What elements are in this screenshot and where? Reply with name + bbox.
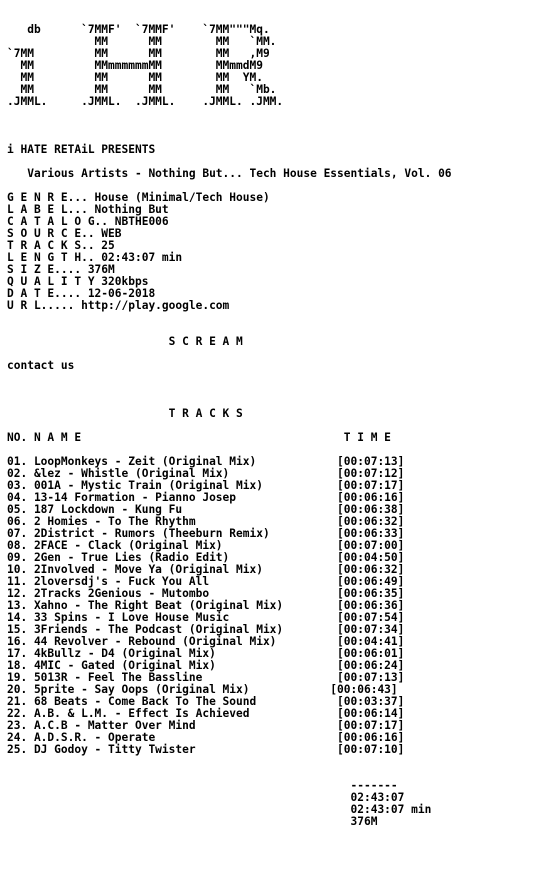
summary-total-length: 02:43:07 min [7, 803, 432, 816]
info-row: S O U R C E.. WEB [7, 227, 122, 240]
blank-line [7, 348, 544, 360]
summary-total-size: 376M [7, 815, 378, 828]
track-row: 10. 2Involved - Move Ya (Original Mix) [00:06:32] [7, 563, 405, 576]
track-row: 09. 2Gen - True Lies (Radio Edit) [00:04:50] [7, 551, 405, 564]
blank-line [7, 372, 544, 384]
info-row: D A T E.... 12-06-2018 [7, 287, 156, 300]
summary-total-time: 02:43:07 [7, 791, 405, 804]
track-row: 13. Xahno - The Right Beat (Original Mix) [00:06:36] [7, 599, 405, 612]
scream-heading: S C R E A M [7, 335, 243, 348]
track-row: 19. 5013R - Feel The Bassline [00:07:13] [7, 671, 405, 684]
blank-line [7, 384, 544, 396]
track-row: 24. A.D.S.R. - Operate [00:06:16] [7, 731, 405, 744]
contact-link[interactable]: contact us [7, 359, 75, 372]
track-row: 01. LoopMonkeys - Zeit (Original Mix) [00:07:13] [7, 455, 405, 468]
track-row: 05. 187 Lockdown - Kung Fu [00:06:38] [7, 503, 405, 516]
info-row: G E N R E... House (Minimal/Tech House) [7, 191, 270, 204]
info-row: L E N G T H.. 02:43:07 min [7, 251, 183, 264]
presenter-line: i HATE RETAiL PRESENTS [7, 143, 156, 156]
blank-line [7, 108, 544, 120]
summary-separator: ------- [7, 779, 398, 792]
column-header: NO. N A M E T I M E [7, 431, 391, 444]
track-row: 08. 2FACE - Clack (Original Mix) [00:07:00] [7, 539, 405, 552]
track-row: 11. 2loversdj's - Fuck You All [00:06:49] [7, 575, 405, 588]
track-row: 23. A.C.B - Matter Over Mind [00:07:17] [7, 719, 405, 732]
track-row: 06. 2 Homies - To The Rhythm [00:06:32] [7, 515, 405, 528]
track-row: 07. 2District - Rumors (Theeburn Remix) [00:06:33] [7, 527, 405, 540]
track-row: 25. DJ Godoy - Titty Twister [00:07:10] [7, 743, 405, 756]
track-row: 12. 2Tracks 2Genious - Mutombo [00:06:35] [7, 587, 405, 600]
track-row: 15. 3Friends - The Podcast (Original Mix) [00:07:34] [7, 623, 405, 636]
info-row: S I Z E.... 376M [7, 263, 115, 276]
info-row: C A T A L O G.. NBTHE006 [7, 215, 169, 228]
info-row: L A B E L... Nothing But [7, 203, 169, 216]
track-row: 03. 001A - Mystic Train (Original Mix) [00:07:17] [7, 479, 405, 492]
track-row: 17. 4kBullz - D4 (Original Mix) [00:06:01] [7, 647, 405, 660]
track-row: 18. 4MIC - Gated (Original Mix) [00:06:24] [7, 659, 405, 672]
blank-line [7, 312, 544, 324]
album-title: Various Artists - Nothing But... Tech House Essentials, Vol. 06 [7, 167, 452, 180]
nfo-text [7, 24, 544, 828]
track-row: 14. 33 Spins - I Love House Music [00:07:54] [7, 611, 405, 624]
info-row: U R L..... http://play.google.com [7, 299, 230, 312]
blank-line [7, 120, 544, 132]
blank-line [7, 756, 544, 768]
track-row: 22. A.B. & L.M. - Effect Is Achieved [00:06:14] [7, 707, 405, 720]
track-row: 02. &lez - Whistle (Original Mix) [00:07:12] [7, 467, 405, 480]
logo-art: db `7MMF' `7MMF' `7MM"""Mq. MM MM MM `MM. `7MM MM MM MM ,M9 MM MMmmmmmmMM MMmmdM9 MM MM MM MM YM. MM MM MM MM `Mb. .JMML. .JMML. .JMML. .JMML. .JMM. [7, 23, 284, 108]
info-row: Q U A L I T Y 320kbps [7, 275, 149, 288]
track-row: 21. 68 Beats - Come Back To The Sound [00:03:37] [7, 695, 405, 708]
info-row: T R A C K S.. 25 [7, 239, 115, 252]
track-row: 04. 13-14 Formation - Pianno Josep [00:06:16] [7, 491, 405, 504]
track-row: 16. 44 Revolver - Rebound (Original Mix) [00:04:41] [7, 635, 405, 648]
tracks-heading: T R A C K S [7, 407, 243, 420]
track-row: 20. 5prite - Say Oops (Original Mix) [00:06:43] [7, 683, 398, 696]
